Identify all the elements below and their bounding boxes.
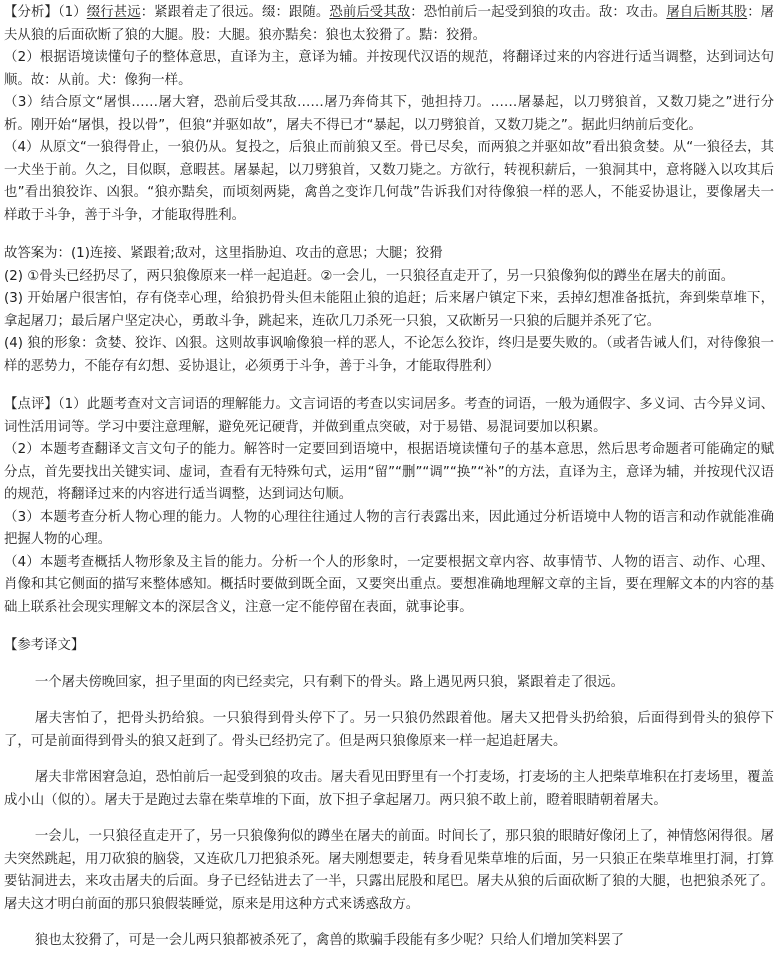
term-explanation: ：屠夫从狼的后面砍断了狼的大腿。股：大腿。狼亦黠矣：狼也太狡猾了。黠：狡猾。	[4, 5, 775, 43]
analysis-prefix: 【分析】（1）	[4, 5, 87, 20]
analysis-item-4: （4）从原文“一狼得骨止，一狼仍从。复投之，后狼止而前狼又至。骨已尽矣，而两狼之并驱如故”看出狼贪婪。从“一狼径去，其一犬坐于前。久之，目似瞑，意暇甚。屠暴起，以刀劈狼首，又数刀毙之。方欲行，转视积薪后，一狼洞其中，意将隧入以攻其后也”看出狼狡诈、凶狠。“狼亦黠矣，而顷刻两毙，禽兽之变诈几何哉”告诉我们对待像狼一样的恶人，不能妥协退让，要像屠夫一样敢于斗争，善于斗争，才能取得胜利。	[4, 140, 774, 223]
answer-item-3: (3) 开始屠户很害怕，存有侥幸心理，给狼扔骨头但未能阻止狼的追赶；后来屠户镇定下来，丢掉幻想准备抵抗，奔到柴草堆下，拿起屠刀；最后屠户坚定决心，勇敢斗争，跳起来，连砍几刀杀死一只狼，又砍断另一只狼的后腿并杀死了它。	[4, 291, 774, 329]
analysis-item-3: （3）结合原文“屠惧……屠大窘，恐前后受其敌……屠乃奔倚其下，弛担持刀。……屠暴起，以刀劈狼首，又数刀毙之”进行分析。刚开始“屠惧，投以骨”，但狼“并驱如故”，屠夫不得已才“暴起，以刀劈狼首，又数刀毙之”。据此归纳前后变化。	[4, 95, 774, 133]
translation-paragraph-5: 狼也太狡猾了，可是一会儿两只狼都被杀死了，禽兽的欺骗手段能有多少呢？只给人们增加笑料罢了	[34, 933, 624, 948]
answer-item-2: (2) ①骨头已经扔尽了，两只狼像原来一样一起追赶。②一会儿，一只狼径直走开了，另一只狼像狗似的蹲坐在屠夫的前面。	[4, 268, 735, 284]
spacer	[4, 227, 774, 243]
analysis-item-1	[4, 2, 774, 47]
analysis-item-2: （2）根据语境读懂句子的整体意思，直译为主，意译为辅。并按现代汉语的规范，将翻译过来的内容进行适当调整，达到词达句顺。故：从前。犬：像狗一样。	[4, 50, 774, 88]
translation-paragraph-4: 一会儿，一只狼径直走开了，另一只狼像狗似的蹲坐在屠夫的前面。时间长了，那只狼的眼睛好像闭上了，神情悠闲得很。屠夫突然跳起，用刀砍狼的脑袋，又连砍几刀把狼杀死。屠夫刚想要走，转身看见柴草堆的后面，另一只狼正在柴草堆里打洞，打算要钻洞进去，来攻击屠夫的后面。身子已经钻进去了一半，只露出屁股和尾巴。屠夫从狼的后面砍断了狼的大腿，也把狼杀死了。屠夫这才明白前面的那只狼假装睡觉，原来是用这种方式来诱惑敌方。	[4, 829, 774, 912]
comment-item-2: （2）本题考查翻译文言文句子的能力。解答时一定要回到语境中，根据语境读懂句子的基本意思，然后思考命题者可能确定的赋分点，首先要找出关键实词、虚词，查看有无特殊句式，运用“留”“删”“调”“换”“补”的方法，直译为主，意译为辅，并按现代汉语的规范，将翻译过来的内容进行适当调整，达到词达句顺。	[4, 442, 774, 502]
comment-item-3: （3）本题考查分析人物心理的能力。人物的心理往往通过人物的言行表露出来，因此通过分析语境中人物的语言和动作就能准确把握人物的心理。	[4, 509, 774, 547]
spacer	[4, 619, 774, 635]
answer-item-4: (4) 狼的形象：贪婪、狡诈、凶狠。这则故事讽喻像狼一样的恶人，不论怎么狡诈，终归是要失败的。（或者告诫人们，对待像狼一样的恶势力，不能存有幻想、妥协退让，必须勇于斗争，善于斗争，才能取得胜利）	[4, 336, 774, 374]
term-explanation: ：恐怕前后一起受到狼的攻击。敌：攻击。	[410, 5, 667, 20]
comment-item-1: 【点评】（1）此题考查对文言词语的理解能力。文言词语的考查以实词居多。考查的词语，一般为通假字、多义词、古今异义词、词性活用词等。学习中要注意理解，避免死记硬背，并做到重点突破，对于易错、易混词要加以积累。	[4, 397, 774, 435]
spacer	[4, 658, 774, 672]
translation-paragraph-3: 屠夫非常困窘急迫，恐怕前后一起受到狼的攻击。屠夫看见田野里有一个打麦场，打麦场的主人把柴草堆积在打麦场里，覆盖成小山（似的）。屠夫于是跑过去靠在柴草堆的下面，放下担子拿起屠刀。两只狼不敢上前，瞪着眼睛朝着屠夫。	[4, 770, 774, 808]
term-zhui-xing: 缀行甚远	[86, 5, 141, 20]
translation-paragraph-1: 一个屠夫傍晚回家，担子里面的肉已经卖完，只有剩下的骨头。路上遇见两只狼，紧跟着走了很远。	[34, 674, 624, 690]
term-kong-qian-hou: 恐前后受其敌	[329, 5, 411, 20]
comment-item-4: （4）本题考查概括人物形象及主旨的能力。分析一个人的形象时，一定要根据文章内容、故事情节、人物的语言、动作、心理、肖像和其它侧面的描写来整体感知。概括时要做到既全面，又要突出重点。要想准确地理解文章的主旨，要在理解文本的内容的基础上联系社会现实理解文本的深层含义，注意一定不能停留在表面，就事论事。	[4, 554, 774, 615]
answer-item-1: 故答案为：(1)连接、紧跟着;敌对，这里指胁迫、攻击的意思；大腿；狡猾	[4, 246, 443, 261]
spacer	[4, 916, 774, 930]
translation-paragraph-2: 屠夫害怕了，把骨头扔给狼。一只狼得到骨头停下了。另一只狼仍然跟着他。屠夫又把骨头扔给狼，后面得到骨头的狼停下了，可是前面得到骨头的狼又赶到了。骨头已经扔完了。但是两只狼像原来一样一起追赶屠夫。	[4, 711, 774, 749]
term-explanation: ：紧跟着走了很远。缀：跟随。	[140, 5, 330, 20]
spacer	[4, 378, 774, 394]
term-tu-zi-hou: 屠自后断其股	[666, 5, 748, 20]
spacer	[4, 694, 774, 708]
spacer	[4, 753, 774, 767]
translation-heading: 【参考译文】	[4, 638, 85, 653]
spacer	[4, 812, 774, 826]
